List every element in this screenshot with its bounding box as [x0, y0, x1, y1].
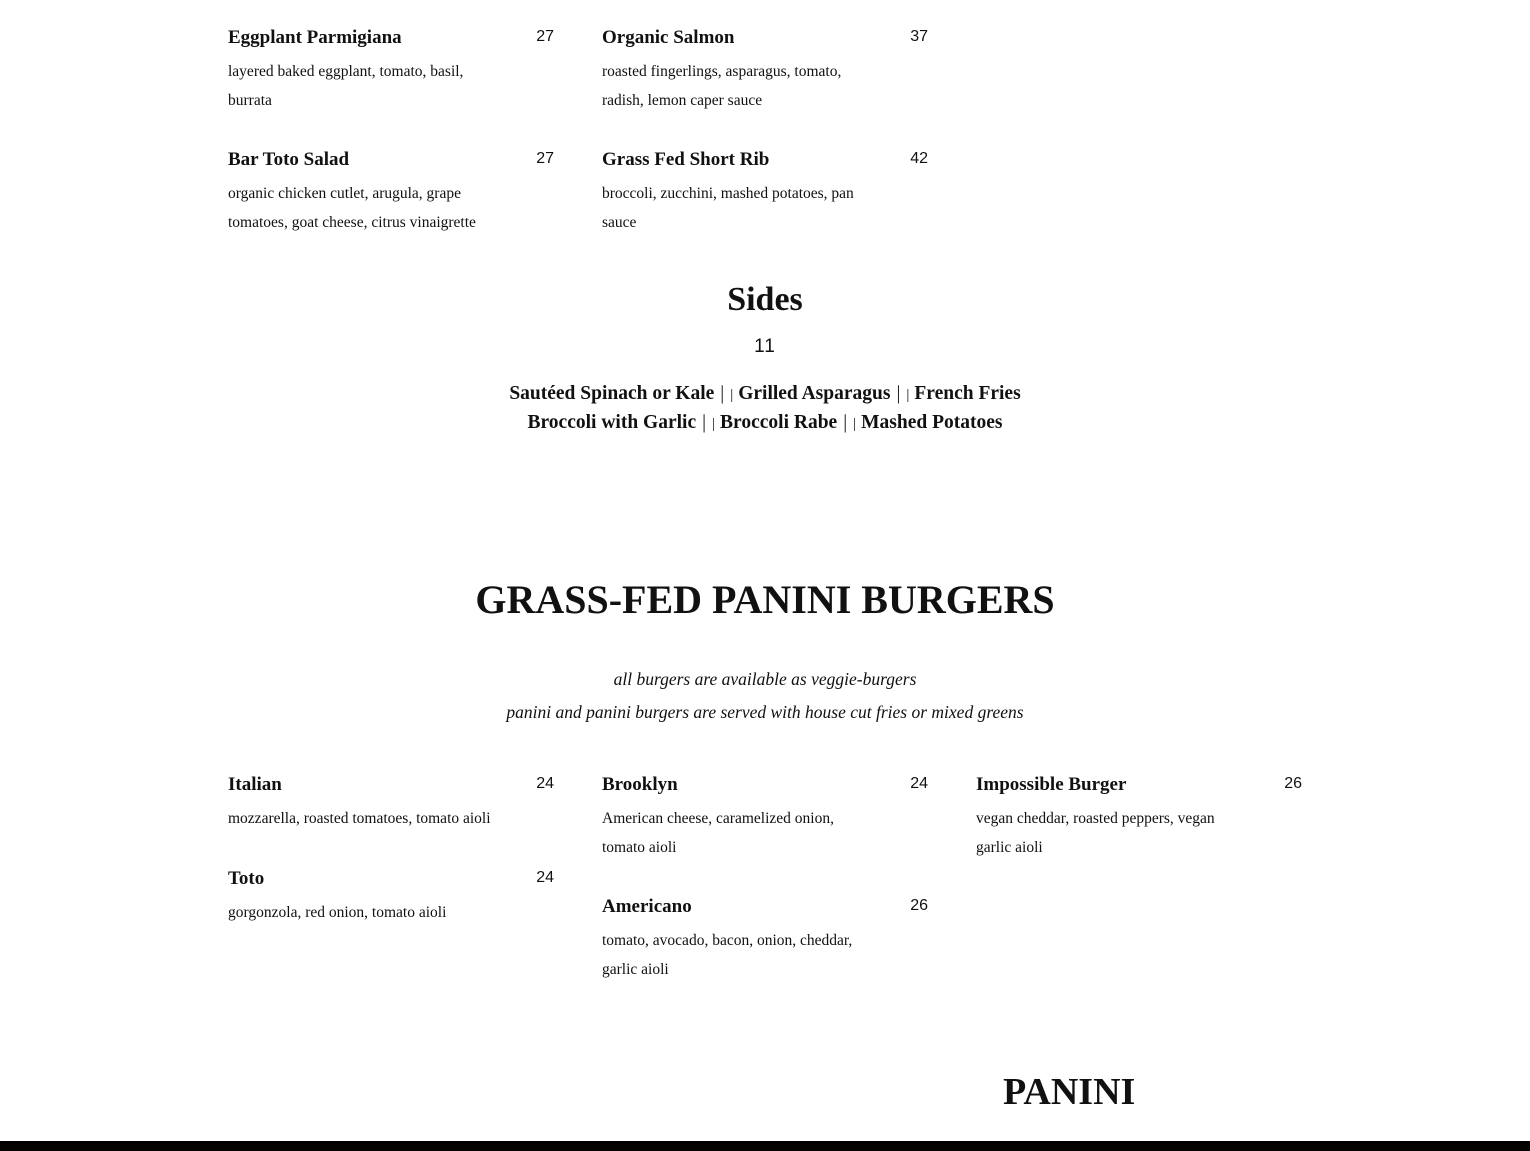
item-name: Grass Fed Short Rib: [602, 149, 770, 170]
separator: |: [843, 412, 848, 433]
item-description: mozzarella, roasted tomatoes, tomato aioli: [228, 810, 491, 827]
item-description: broccoli, zucchini, mashed potatoes, pan sauce: [602, 185, 854, 231]
item-description: vegan cheddar, roasted peppers, vegan garlic aioli: [976, 810, 1215, 856]
item-name: Bar Toto Salad: [228, 149, 350, 170]
separator: |: [730, 387, 734, 403]
separator: |: [702, 412, 707, 433]
item-description: American cheese, caramelized onion, tomato aioli: [602, 810, 834, 856]
item-description: tomato, avocado, bacon, onion, cheddar, garlic aioli: [602, 932, 853, 978]
sides-list-line-1: [0, 379, 1530, 410]
item-price: 27: [536, 150, 554, 167]
burgers-title: GRASS-FED PANINI BURGERS: [475, 577, 1055, 622]
panini-title: PANINI: [1003, 1071, 1136, 1113]
item-name: Brooklyn: [602, 774, 678, 795]
item-price: 24: [536, 869, 554, 886]
burgers-note-sides: panini and panini burgers are served with house cut fries or mixed greens: [506, 702, 1024, 722]
item-price: 42: [910, 150, 928, 167]
item-name: Organic Salmon: [602, 27, 735, 48]
item-description: organic chicken cutlet, arugula, grape tomatoes, goat cheese, citrus vinaigrette: [228, 185, 476, 231]
separator: |: [896, 383, 901, 404]
item-price: 26: [910, 897, 928, 914]
item-description: gorgonzola, red onion, tomato aioli: [228, 904, 447, 921]
item-price: 37: [910, 28, 928, 45]
sides-price: 11: [754, 336, 776, 357]
separator: |: [720, 383, 725, 404]
bottom-bar: [0, 1141, 1530, 1151]
item-name: Americano: [602, 896, 692, 917]
sides-list-line-2: [0, 408, 1530, 439]
side-item: Mashed Potatoes: [861, 412, 1003, 433]
burgers-note-veggie: all burgers are available as veggie-burgers: [613, 669, 917, 689]
item-price: 27: [536, 28, 554, 45]
side-item: Broccoli Rabe: [720, 412, 838, 433]
item-description: layered baked eggplant, tomato, basil, burrata: [228, 63, 464, 109]
item-name: Toto: [228, 868, 265, 889]
item-description: roasted fingerlings, asparagus, tomato, radish, lemon caper sauce: [602, 63, 842, 109]
item-name: Impossible Burger: [976, 774, 1127, 795]
sides-title: Sides: [727, 281, 803, 318]
side-item: French Fries: [914, 383, 1021, 404]
item-name: Italian: [228, 774, 282, 795]
separator: |: [906, 387, 910, 403]
side-item: Grilled Asparagus: [738, 383, 891, 404]
item-price: 24: [910, 775, 928, 792]
item-price: 24: [536, 775, 554, 792]
item-price: 26: [1284, 775, 1302, 792]
item-name: Eggplant Parmigiana: [228, 27, 402, 48]
side-item: Broccoli with Garlic: [527, 412, 697, 433]
separator: |: [712, 416, 716, 432]
separator: |: [853, 416, 857, 432]
side-item: Sautéed Spinach or Kale: [509, 383, 715, 404]
